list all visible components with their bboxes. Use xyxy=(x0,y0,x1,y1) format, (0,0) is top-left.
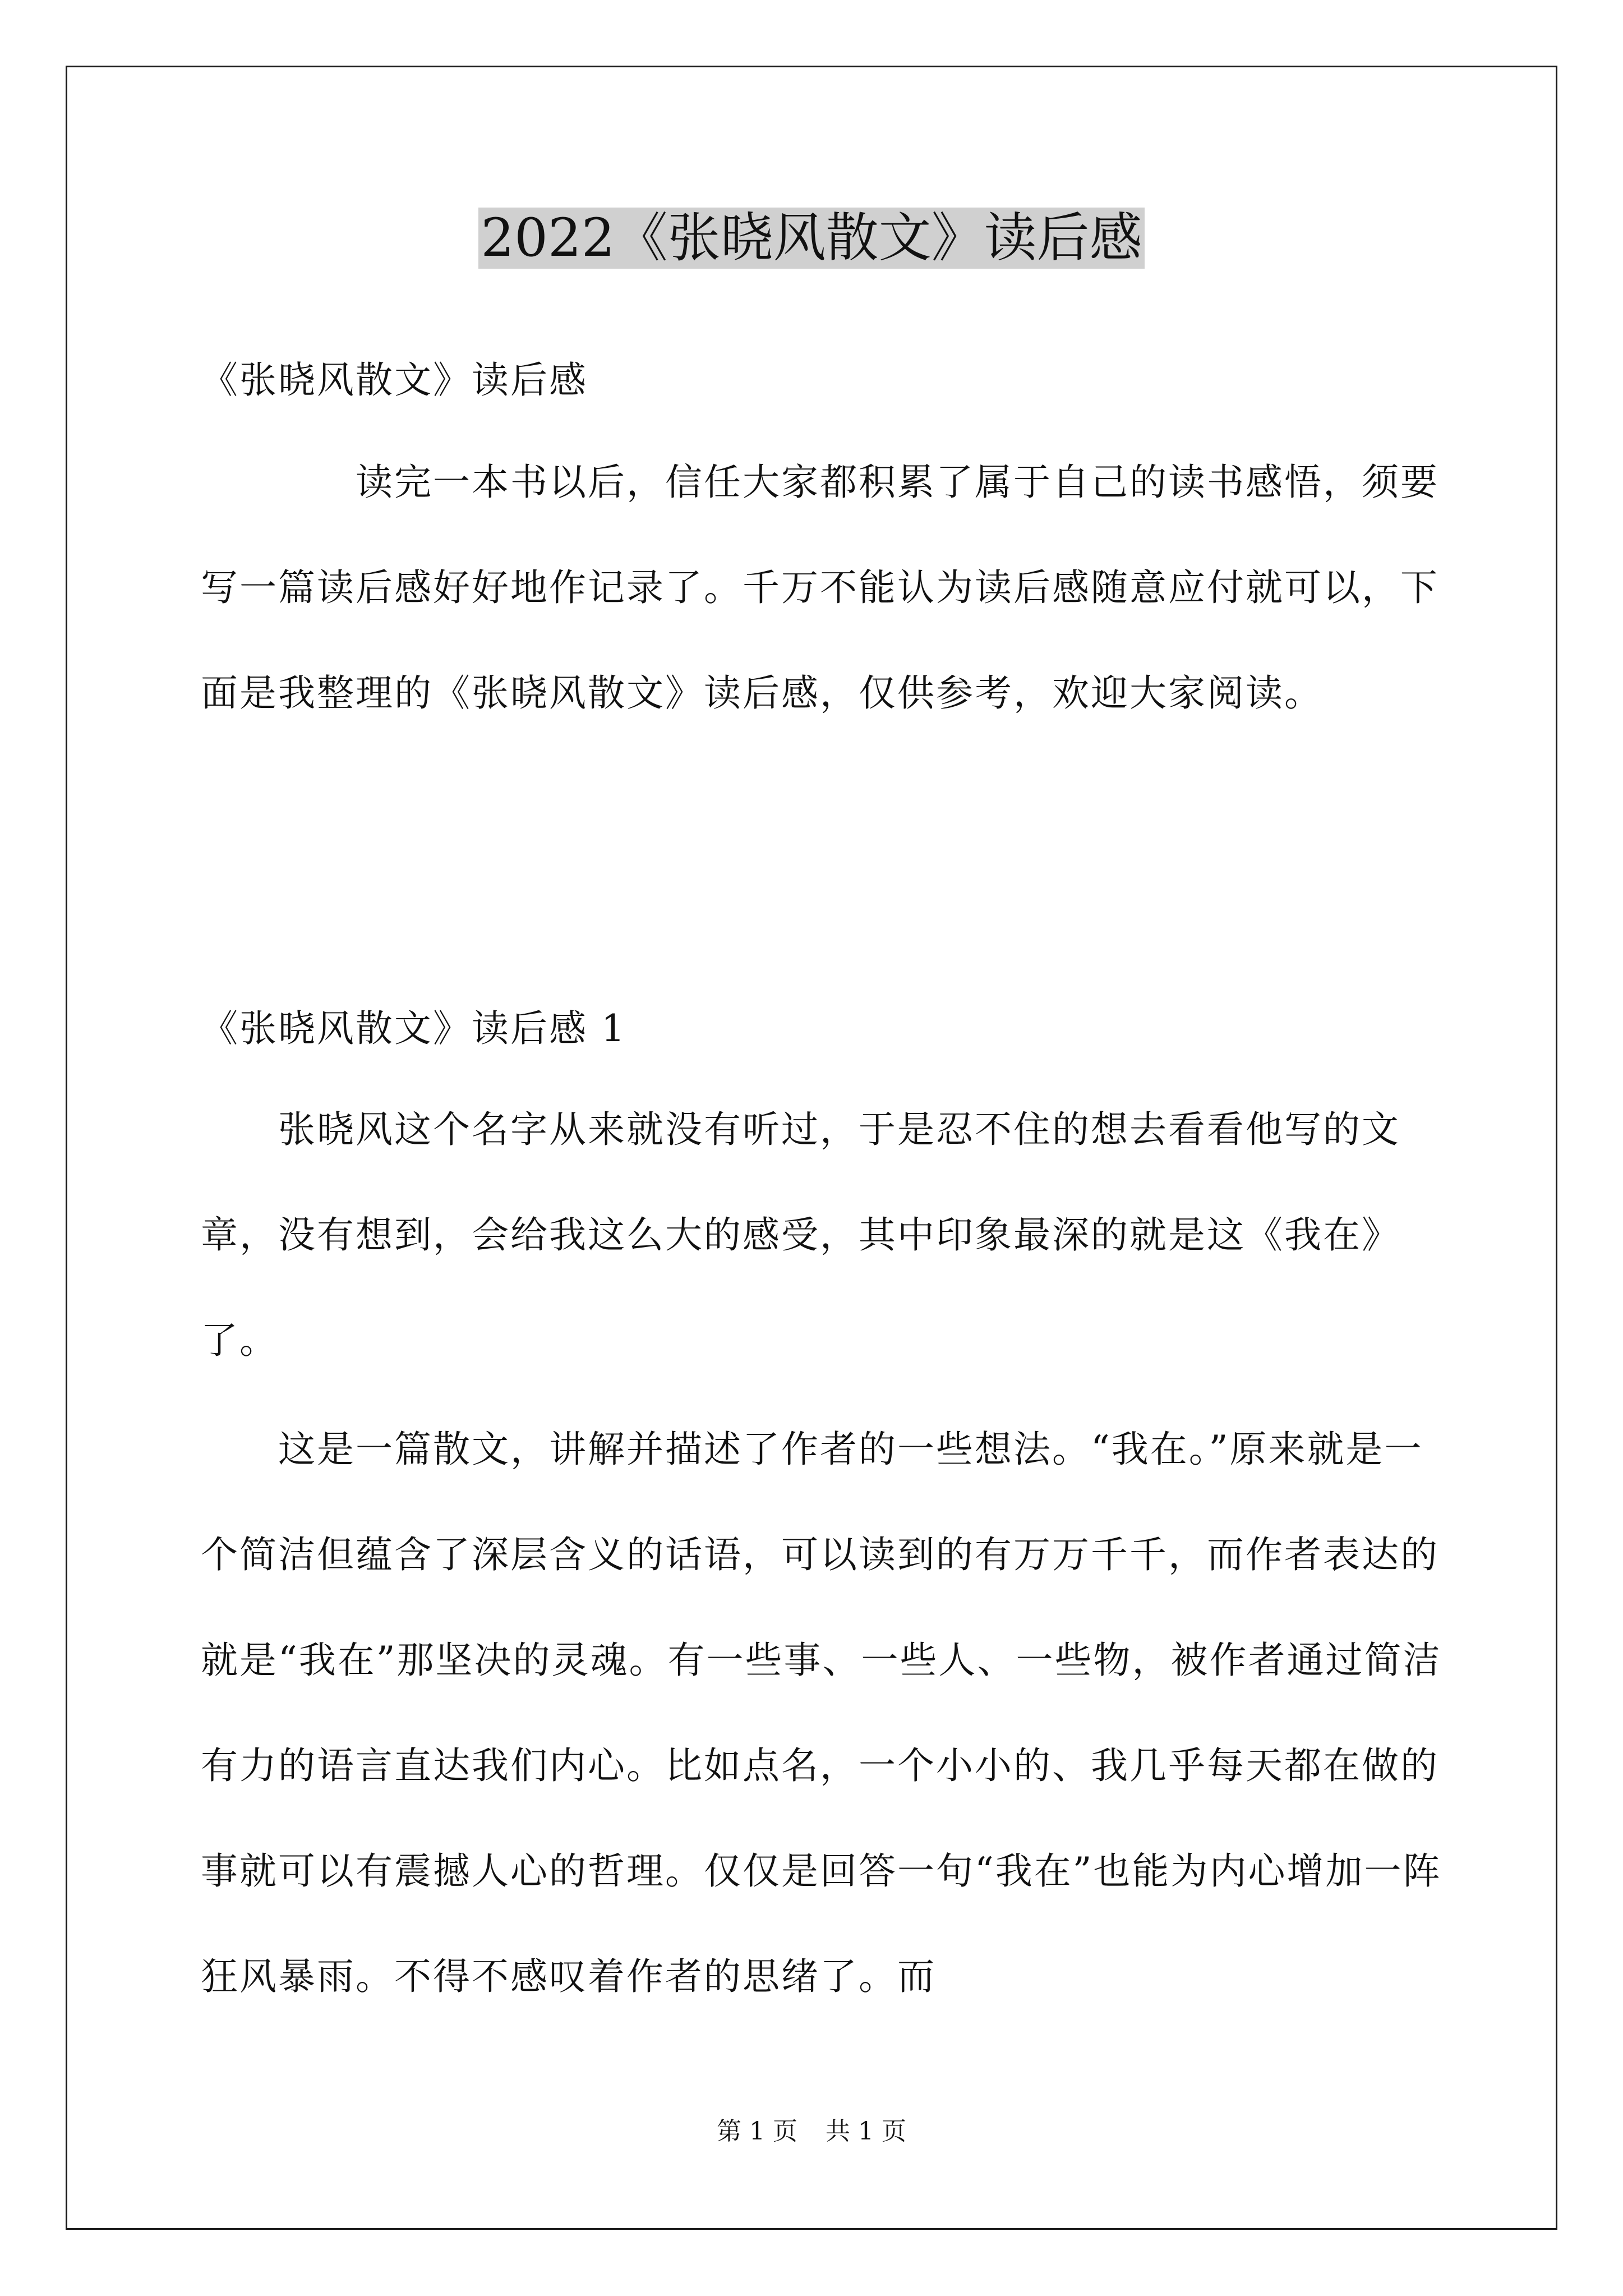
section1-paragraph-2: 这是一篇散文，讲解并描述了作者的一些想法。“我在。”原来就是一个简洁但蕴含了深层含义的话语，可以读到的有万万千千，而作者表达的就是“我在”那坚决的灵魂。有一些事、一些人、一些物，被作者通过简洁有力的语言直达我们内心。比如点名，一个小小的、我几乎每天都在做的事就可以有震撼人心的哲理。仅仅是回答一句“我在”也能为内心增加一阵狂风暴雨。不得不感叹着作者的思绪了。而 xyxy=(201,1428,1442,1998)
page-number: 第 1 页 xyxy=(717,2117,797,2146)
document-title-text: 2022《张晓风散文》读后感 xyxy=(478,208,1144,269)
intro-heading: 《张晓风散文》读后感 xyxy=(201,358,588,402)
page-total: 共 1 页 xyxy=(826,2117,906,2146)
intro-paragraph: 读完一本书以后，信任大家都积累了属于自己的读书感悟，须要写一篇读后感好好地作记录了。千万不能认为读后感随意应付就可以，下面是我整理的《张晓风散文》读后感，仅供参考，欢迎大家阅读。 xyxy=(201,461,1439,715)
section1-heading: 《张晓风散文》读后感 1 xyxy=(201,1007,626,1050)
document-title xyxy=(0,202,1623,275)
section1-paragraph-1: 张晓风这个名字从来就没有听过，于是忍不住的想去看看他写的文章，没有想到，会给我这么大的感受，其中印象最深的就是这《我在》了。 xyxy=(201,1108,1400,1362)
page-footer xyxy=(0,2115,1623,2148)
